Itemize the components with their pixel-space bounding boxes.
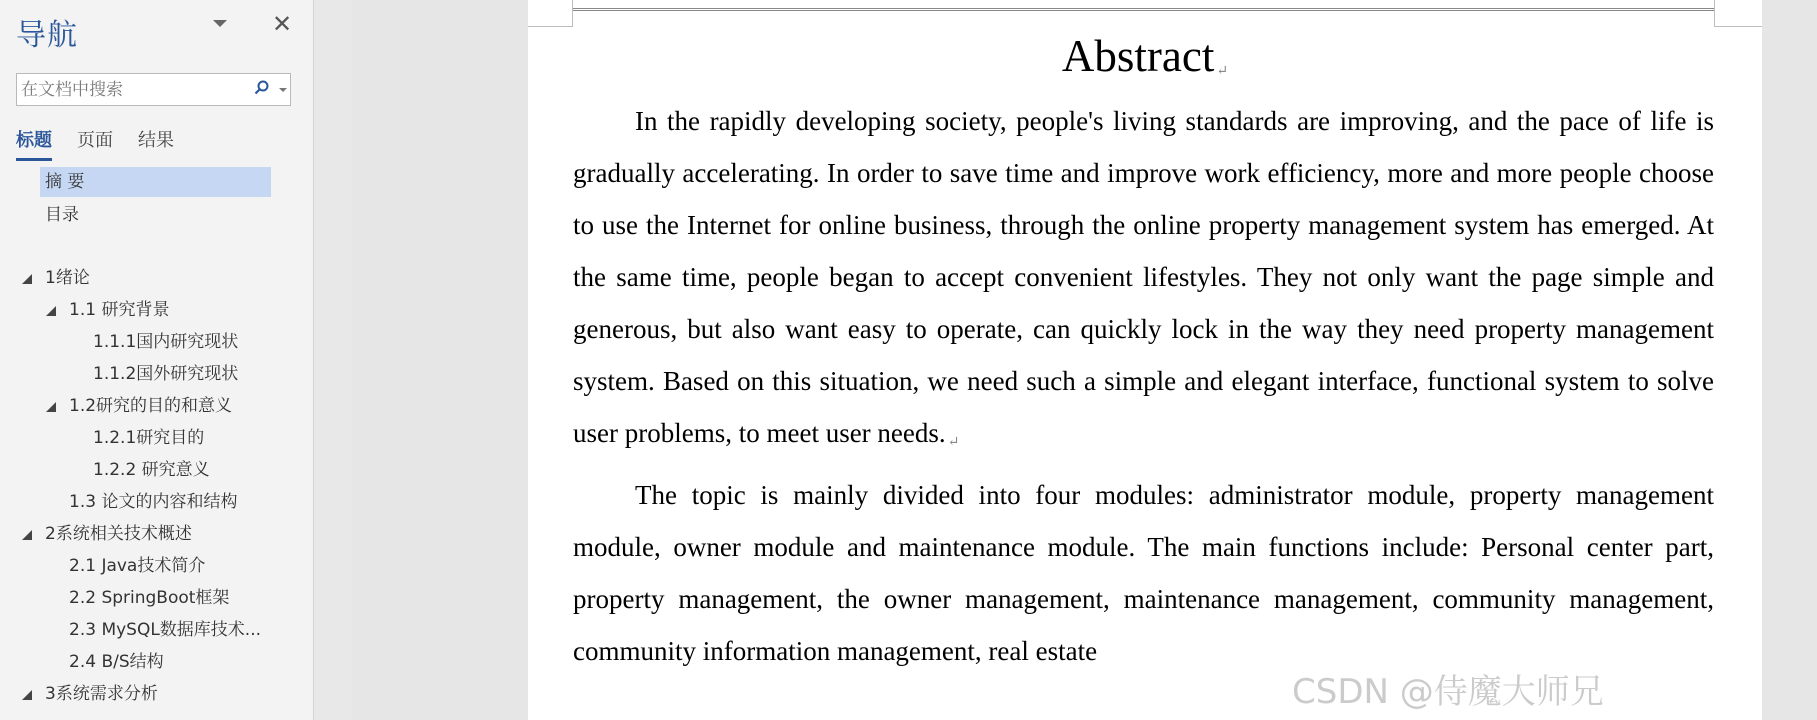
tree-item-chapter-3[interactable] [20, 679, 300, 709]
tree-item-1-1[interactable] [44, 295, 300, 325]
margin-corner-mark [1714, 0, 1715, 27]
tree-item-label: 1.1.2国外研究现状 [93, 364, 239, 384]
margin-corner-mark [1714, 26, 1762, 27]
tree-item-1-2-1[interactable] [93, 423, 300, 453]
tree-item-1-1-1[interactable] [93, 327, 300, 357]
document-area[interactable] [352, 0, 1817, 720]
tree-item-label: 2.2 SpringBoot框架 [69, 588, 230, 608]
tab-results[interactable]: 结果 [138, 130, 174, 151]
tree-item-label: 1.2研究的目的和意义 [69, 396, 233, 416]
nav-options-dropdown-icon[interactable] [213, 20, 227, 27]
tree-item-1-3[interactable] [69, 487, 300, 517]
tab-pages[interactable]: 页面 [77, 130, 113, 151]
tree-item-toc[interactable] [40, 200, 271, 230]
tree-item-label: 1.3 论文的内容和结构 [69, 492, 238, 512]
header-rule [572, 8, 1714, 11]
tree-item-label: 2.3 MySQL数据库技术... [69, 620, 262, 640]
tree-item-label: 1.1 研究背景 [69, 300, 170, 320]
close-icon[interactable]: ✕ [272, 10, 293, 38]
tree-item-2-2[interactable] [69, 583, 300, 613]
margin-corner-mark [528, 26, 572, 27]
tree-item-chapter-2[interactable] [20, 519, 300, 549]
tree-item-1-2-2[interactable] [93, 455, 300, 485]
tree-item-label: 3系统需求分析 [45, 684, 158, 704]
collapse-arrow-icon[interactable] [46, 402, 56, 412]
tree-item-label: 2系统相关技术概述 [45, 524, 192, 544]
navigation-pane [0, 0, 314, 720]
watermark: CSDN @侍魔大师兄 [1292, 672, 1604, 712]
nav-title: 导航 [16, 18, 78, 53]
tree-item-abstract[interactable] [40, 167, 271, 197]
search-input[interactable] [19, 77, 251, 103]
tree-item-2-4[interactable] [69, 647, 300, 677]
abstract-heading[interactable] [528, 30, 1762, 82]
collapse-arrow-icon[interactable] [22, 690, 32, 700]
paragraph[interactable] [573, 469, 1714, 677]
collapse-arrow-icon[interactable] [46, 306, 56, 316]
tree-item-chapter-1[interactable] [20, 263, 300, 293]
margin-corner-mark [572, 0, 573, 27]
document-body[interactable] [573, 95, 1714, 677]
tree-item-1-1-2[interactable] [93, 359, 300, 389]
paragraph-mark-icon: ↵ [947, 435, 960, 450]
search-icon[interactable] [253, 79, 271, 97]
tab-headings[interactable]: 标题 [16, 126, 52, 161]
tree-item-label: 1绪论 [45, 268, 90, 288]
tree-item-label: 1.2.1研究目的 [93, 428, 205, 448]
tree-item-label: 摘 要 [45, 172, 85, 192]
search-options-caret-icon[interactable] [279, 88, 287, 92]
tree-item-label: 2.1 Java技术简介 [69, 556, 206, 576]
tree-item-2-1[interactable] [69, 551, 300, 581]
pane-splitter[interactable] [314, 0, 352, 720]
tree-item-1-2[interactable] [44, 391, 300, 421]
search-box[interactable] [16, 73, 291, 106]
tree-item-label: 1.1.1国内研究现状 [93, 332, 239, 352]
paragraph-text: In the rapidly developing society, people's living standards are improving, and the pace of life is gradually accelerating. In order to save time and improve work efficiency, more and more people choose to use the Internet for online business, through the online property management system has emerged. At the same time, people began to accept convenient lifestyles. They not only want the page simple and generous, but also want easy to operate, can quickly lock in the way they need property management system. Based on this situation, we need such a simple and elegant interface, functional system to solve user problems, to meet user needs. [573, 106, 1714, 448]
tree-item-2-3[interactable] [69, 615, 300, 645]
paragraph-mark-icon: ↵ [1216, 64, 1229, 79]
heading-text: Abstract [1061, 31, 1215, 81]
collapse-arrow-icon[interactable] [22, 274, 32, 284]
tree-item-label: 目录 [45, 205, 79, 225]
paragraph-text: The topic is mainly divided into four modules: administrator module, property management module, owner module and maintenance module. The main functions include: Personal center part, property management, the owner management, maintenance management, community management, community information management, real estate [573, 480, 1714, 666]
paragraph[interactable] [573, 95, 1714, 469]
document-page[interactable] [528, 0, 1762, 720]
collapse-arrow-icon[interactable] [22, 530, 32, 540]
tree-item-label: 1.2.2 研究意义 [93, 460, 210, 480]
tree-item-label: 2.4 B/S结构 [69, 652, 164, 672]
